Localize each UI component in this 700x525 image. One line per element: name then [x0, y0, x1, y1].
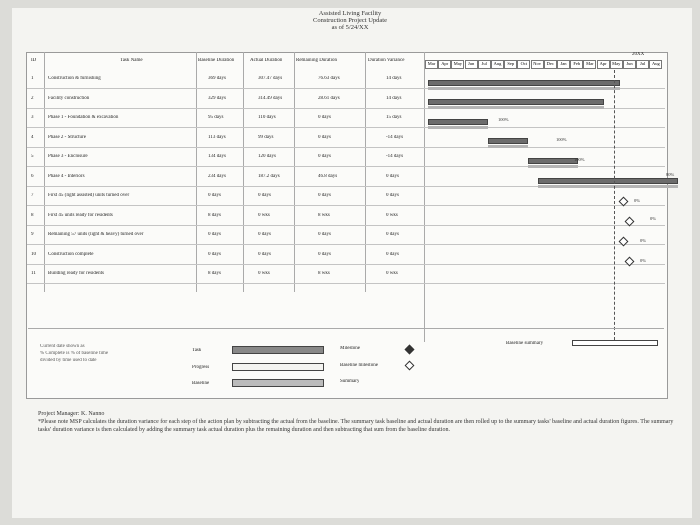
percent-complete-label: 0% — [634, 198, 640, 203]
legend-divided: divided by time used to date — [40, 358, 97, 363]
month-header: Oct — [517, 60, 530, 69]
cell-actual: 0 days — [258, 251, 271, 257]
cell-task: First 45 units ready for residents — [48, 212, 113, 218]
cell-id: 4 — [31, 134, 34, 140]
percent-complete-label: 100% — [574, 157, 585, 162]
cell-remaining: 0 days — [318, 251, 331, 257]
month-header: Apr — [597, 60, 610, 69]
cell-baseline: 0 days — [208, 251, 221, 257]
percent-complete-label: 100% — [498, 117, 509, 122]
cell-id: 11 — [31, 271, 36, 276]
row-divider — [27, 244, 665, 245]
col-task-name: Task Name — [120, 58, 143, 63]
percent-complete-label: 0% — [640, 258, 646, 263]
cell-baseline: 134 days — [208, 154, 226, 159]
footer-note — [38, 410, 678, 434]
cell-id: 5 — [31, 154, 34, 159]
cell-variance: 0 wks — [386, 212, 398, 218]
cell-id: 1 — [31, 76, 34, 81]
cell-baseline: 234 days — [208, 173, 226, 179]
msp-note: *Please note MSP calculates the duration variance for each step of the action plan by subtracting the actual from the baseline. The summary task baseline and actual duration are then rolled up to the summary tasks' baseline and actual duration figures. The summary tasks' duration variance is then calculated by adding the summary task actual duration plus the remaining duration and then subtracting that sum from the baseline duration. — [38, 419, 674, 433]
legend-summary-label: Summary — [340, 379, 360, 384]
month-header: Jul — [636, 60, 649, 69]
cell-baseline: 8 days — [208, 212, 221, 218]
legend-baseline-summary-label: Baseline summary — [506, 341, 544, 346]
cell-actual: 120 days — [258, 154, 276, 159]
cell-remaining: 0 days — [318, 115, 331, 120]
row-divider — [27, 127, 665, 128]
percent-complete-label: 80% — [666, 172, 675, 177]
timeline-year: 20XX — [632, 52, 645, 57]
col-remaining: Remaining Duration — [296, 58, 337, 63]
cell-remaining: 46.8 days — [318, 173, 338, 179]
cell-task: Remaining 57 units (light & heavy) turned over — [48, 232, 144, 237]
cell-baseline: 369 days — [208, 76, 226, 81]
task-bar — [538, 178, 678, 184]
cell-variance: 0 days — [386, 193, 399, 198]
legend-baseline-summary-bar — [572, 340, 658, 346]
cell-remaining: 0 days — [318, 134, 331, 140]
baseline-bar — [428, 106, 604, 109]
cell-task: Facility construction — [48, 95, 90, 101]
cell-baseline: 329 days — [208, 95, 226, 101]
cell-id: 3 — [31, 115, 34, 120]
month-header: Dec — [544, 60, 557, 69]
month-header: Aug — [491, 60, 504, 69]
task-bar — [428, 99, 604, 105]
cell-id: 7 — [31, 193, 34, 198]
task-bar — [428, 119, 488, 125]
cell-remaining: 8 wks — [318, 271, 330, 276]
report-title — [0, 10, 700, 31]
cell-variance: 0 days — [386, 232, 399, 237]
baseline-bar — [428, 126, 488, 129]
row-divider — [27, 283, 665, 284]
row-divider — [27, 205, 665, 206]
title-line-3: as of 5/24/XX — [331, 24, 369, 31]
project-manager: Project Manager: K. Nanno — [38, 411, 105, 417]
cell-baseline: 0 days — [208, 232, 221, 237]
cell-remaining: 28.61 days — [318, 95, 340, 101]
month-header: Apr — [438, 60, 451, 69]
month-header: Sep — [504, 60, 517, 69]
cell-task: Construction & furnishing — [48, 76, 101, 81]
cell-id: 9 — [31, 232, 34, 237]
month-header: Mar — [583, 60, 596, 69]
cell-baseline: 95 days — [208, 115, 224, 120]
legend-milestone-label: Milestone — [340, 346, 360, 351]
cell-task: Building ready for residents — [48, 271, 104, 276]
month-header: Jul — [478, 60, 491, 69]
cell-baseline: 113 days — [208, 134, 226, 140]
cell-remaining: 0 days — [318, 193, 331, 198]
row-divider — [27, 147, 665, 148]
row-divider — [27, 225, 665, 226]
cell-task: Phase 3 - Enclosure — [48, 154, 88, 159]
month-header: Jan — [557, 60, 570, 69]
cell-actual: 307.47 days — [258, 76, 283, 81]
month-header: Jun — [623, 60, 636, 69]
cell-id: 10 — [31, 251, 36, 257]
cell-remaining: 0 days — [318, 154, 331, 159]
percent-complete-label: 100% — [556, 137, 567, 142]
legend-task-bar — [232, 346, 324, 354]
cell-actual: 187.2 days — [258, 173, 280, 179]
month-header: Mar — [425, 60, 438, 69]
cell-actual: 314.49 days — [258, 95, 283, 101]
col-actual: Actual Duration — [250, 58, 283, 63]
cell-id: 8 — [31, 212, 34, 218]
cell-task: Phase 4 - Interiors — [48, 173, 85, 179]
cell-remaining: 76.63 days — [318, 76, 340, 81]
cell-task: Phase 2 - Structure — [48, 134, 86, 140]
cell-id: 2 — [31, 95, 34, 101]
cell-actual: 0 wks — [258, 212, 270, 218]
cell-variance: 0 wks — [386, 271, 398, 276]
cell-variance: 14 days — [386, 76, 402, 81]
month-header: Jun — [465, 60, 478, 69]
percent-complete-label: 0% — [650, 216, 656, 221]
title-line-1: Assisted Living Facility — [318, 10, 382, 17]
month-header: Nov — [531, 60, 544, 69]
percent-complete-label: 0% — [640, 238, 646, 243]
col-baseline: Baseline Duration — [198, 58, 235, 63]
month-header: Aug — [649, 60, 662, 69]
cell-remaining: 8 wks — [318, 212, 330, 218]
cell-actual: 99 days — [258, 134, 274, 140]
legend-baseline-bar — [232, 379, 324, 387]
cell-task: First 45 (light assisted) units turned over — [48, 193, 130, 198]
cell-variance: 15 days — [386, 115, 402, 120]
month-header: May — [451, 60, 464, 69]
cell-actual: 110 days — [258, 115, 276, 120]
row-divider — [27, 264, 665, 265]
baseline-bar — [528, 165, 578, 168]
legend-baseline-label: Baseline — [192, 381, 210, 386]
cell-baseline: 8 days — [208, 271, 221, 276]
cell-actual: 0 wks — [258, 271, 270, 276]
baseline-bar — [488, 145, 528, 148]
task-bar — [488, 138, 528, 144]
cell-variance: -14 days — [386, 134, 404, 140]
cell-variance: 0 days — [386, 251, 399, 257]
cell-id: 6 — [31, 173, 34, 179]
title-line-2: Construction Project Update — [312, 17, 387, 24]
legend-progress-bar — [232, 363, 324, 371]
col-variance: Duration Variance — [368, 58, 405, 63]
current-date-line — [614, 70, 615, 340]
baseline-bar — [428, 87, 620, 90]
legend-current-date: Current date shown as — [40, 344, 85, 349]
cell-variance: 14 days — [386, 95, 402, 101]
cell-variance: -14 days — [386, 154, 404, 159]
legend-progress-label: Progress — [192, 365, 210, 370]
cell-actual: 0 days — [258, 232, 271, 237]
col-id: ID — [31, 58, 37, 63]
month-header: May — [610, 60, 623, 69]
legend-pct-complete: % Complete is % of baseline time — [40, 351, 109, 356]
legend-baseline-milestone-label: Baseline milestone — [340, 363, 378, 368]
cell-task: Phase 1 - Foundation & excavation — [48, 115, 119, 120]
cell-remaining: 0 days — [318, 232, 331, 237]
cell-baseline: 0 days — [208, 193, 221, 198]
cell-task: Construction complete — [48, 251, 94, 257]
month-header: Feb — [570, 60, 583, 69]
cell-actual: 0 days — [258, 193, 271, 198]
legend-task-label: Task — [192, 348, 202, 353]
task-bar — [528, 158, 578, 164]
baseline-bar — [538, 185, 678, 188]
cell-variance: 0 days — [386, 173, 399, 179]
task-bar — [428, 80, 620, 86]
